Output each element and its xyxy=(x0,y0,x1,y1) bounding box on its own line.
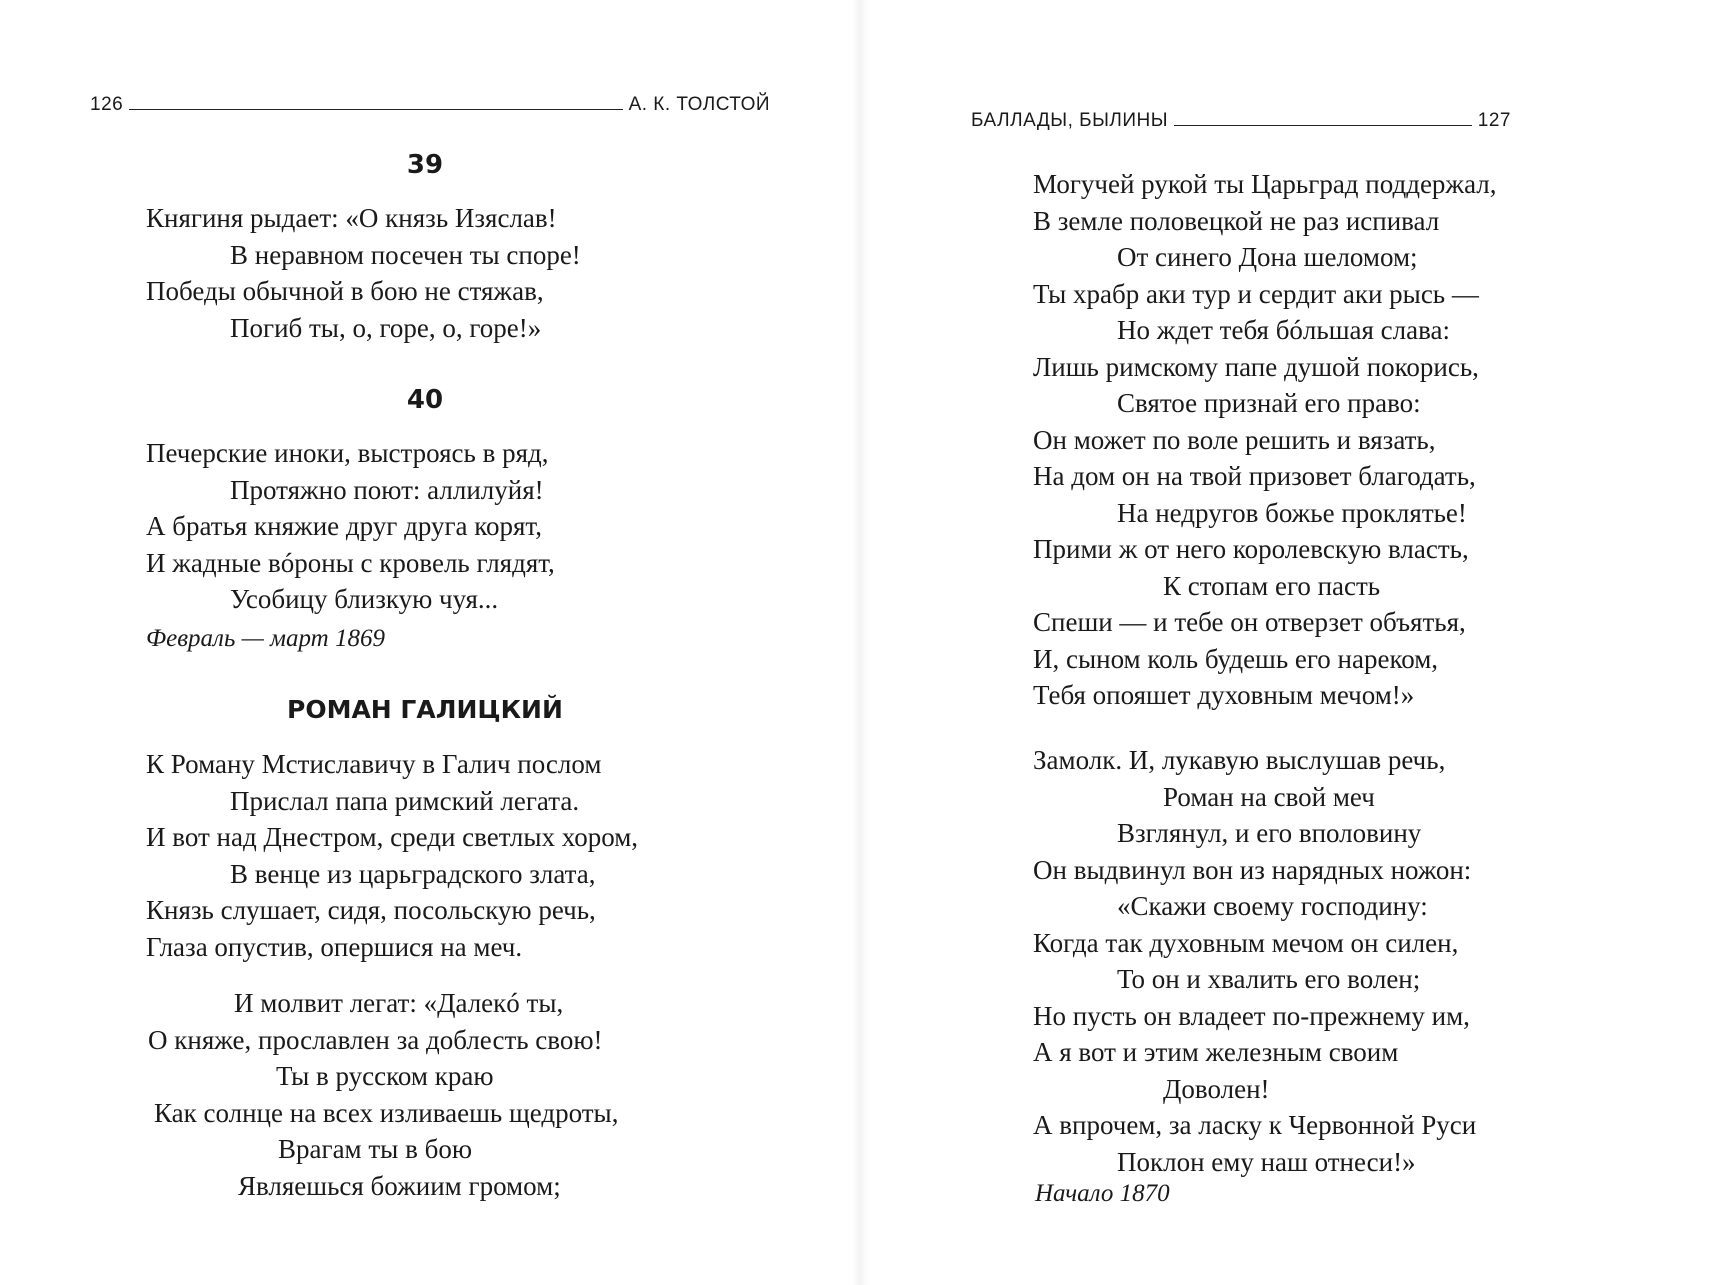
verse-line: Роман на свой меч xyxy=(1163,781,1375,812)
verse-line: Но ждет тебя бóльшая слава: xyxy=(1117,315,1450,345)
date-right: Начало 1870 xyxy=(1035,1180,1170,1207)
verse-line: Лишь римскому папе душой покорись, xyxy=(1033,351,1479,382)
verse-line: На недругов божье проклятье! xyxy=(1117,497,1467,528)
right-stanza-2 xyxy=(1033,742,1476,1180)
verse-line: Глаза опустив, опершися на меч. xyxy=(146,931,523,962)
date-left: Февраль — март 1869 xyxy=(146,625,385,652)
verse-line: Замолк. И, лукавую выслушав речь, xyxy=(1033,745,1446,775)
verse-line: А впрочем, за ласку к Червонной Руси xyxy=(1033,1110,1477,1140)
verse-line: В земле половецкой не раз испивал xyxy=(1033,205,1440,236)
verse-line: В неравном посечен ты споре! xyxy=(230,239,581,270)
verse-line: Ты в русском краю xyxy=(276,1061,494,1091)
right-running-head xyxy=(971,110,1511,132)
verse-line: И молвит легат: «Далекó ты, xyxy=(234,988,564,1018)
verse-line: Протяжно поют: аллилуйя! xyxy=(230,474,544,505)
verse-line: Поклон ему наш отнеси!» xyxy=(1117,1146,1416,1177)
verse-line: Князь слушает, сидя, посольскую речь, xyxy=(146,895,596,925)
right-page-number: 127 xyxy=(1477,110,1511,131)
left-page-number: 126 xyxy=(90,94,124,115)
poem-title: РОМАН ГАЛИЦКИЙ xyxy=(287,695,563,724)
verse-line: Спеши — и тебе он отверзет объятья, xyxy=(1033,607,1466,637)
verse-line: К Роману Мстиславичу в Галич послом xyxy=(146,749,602,779)
verse-line: Могучей рукой ты Царьград поддержал, xyxy=(1033,169,1497,199)
verse-line: В венце из царьградского злата, xyxy=(230,858,596,889)
verse-line: Усобицу близкую чуя... xyxy=(230,584,499,614)
verse-line: Являешься божиим громом; xyxy=(238,1170,561,1201)
verse-line: Княгиня рыдает: «О князь Изяслав! xyxy=(146,203,557,233)
verse-line: «Скажи своему господину: xyxy=(1117,891,1428,921)
verse-line: К стопам его пасть xyxy=(1163,570,1381,601)
stanza-number-39: 39 xyxy=(406,150,444,180)
verse-line: То он и хвалить его волен; xyxy=(1117,964,1421,994)
author-name: А. К. ТОЛСТОЙ xyxy=(628,94,770,115)
verse-line: Он может по воле решить и вязать, xyxy=(1033,424,1436,455)
verse-line: Погиб ты, о, горе, о, горе!» xyxy=(230,312,542,343)
section-title: БАЛЛАДЫ, БЫЛИНЫ xyxy=(971,110,1169,131)
poem-stanza-2 xyxy=(146,985,618,1204)
verse-line: Тебя опояшет духовным мечом!» xyxy=(1033,680,1415,710)
verse-line: Врагам ты в бою xyxy=(278,1134,472,1164)
verse-line: А я вот и этим железным своим xyxy=(1033,1037,1399,1067)
running-head-rule xyxy=(129,109,622,110)
verse-line: Святое признай его право: xyxy=(1117,388,1421,418)
verse-line: Ты храбр аки тур и сердит аки рысь — xyxy=(1033,278,1479,309)
verse-line: Взглянул, и его вполовину xyxy=(1117,818,1422,848)
stanza-40 xyxy=(146,435,555,618)
verse-line: Он выдвинул вон из нарядных ножон: xyxy=(1033,854,1472,885)
verse-line: Прими ж от него королевскую власть, xyxy=(1033,534,1469,564)
verse-line: Но пусть он владеет по-прежнему им, xyxy=(1033,1000,1470,1031)
right-page xyxy=(860,0,1719,1285)
verse-line: Победы обычной в бою не стяжав, xyxy=(146,276,544,306)
verse-line: И вот над Днестром, среди светлых хором, xyxy=(146,822,639,852)
running-head-rule xyxy=(1174,125,1472,126)
stanza-number-40: 40 xyxy=(406,385,444,415)
verse-line: Когда так духовным мечом он силен, xyxy=(1033,927,1459,958)
stanza-39 xyxy=(146,200,581,346)
verse-line: И, сыном коль будешь его нареком, xyxy=(1033,643,1439,674)
poem-stanza-1 xyxy=(146,746,638,965)
verse-line: Печерские иноки, выстроясь в ряд, xyxy=(146,438,549,468)
verse-line: Прислал папа римский легата. xyxy=(230,785,580,816)
verse-line: И жадные вóроны с кровель глядят, xyxy=(146,547,555,578)
verse-line: От синего Дона шеломом; xyxy=(1117,242,1418,272)
left-running-head xyxy=(90,94,770,116)
verse-line: Как солнце на всех изливаешь щедроты, xyxy=(154,1097,619,1128)
verse-line: Доволен! xyxy=(1163,1073,1270,1104)
right-stanza-1 xyxy=(1033,166,1497,714)
verse-line: А братья княжие друг друга корят, xyxy=(146,511,542,541)
verse-line: О княже, прославлен за доблесть свою! xyxy=(148,1024,603,1055)
verse-line: На дом он на твой призовет благодать, xyxy=(1033,461,1476,491)
